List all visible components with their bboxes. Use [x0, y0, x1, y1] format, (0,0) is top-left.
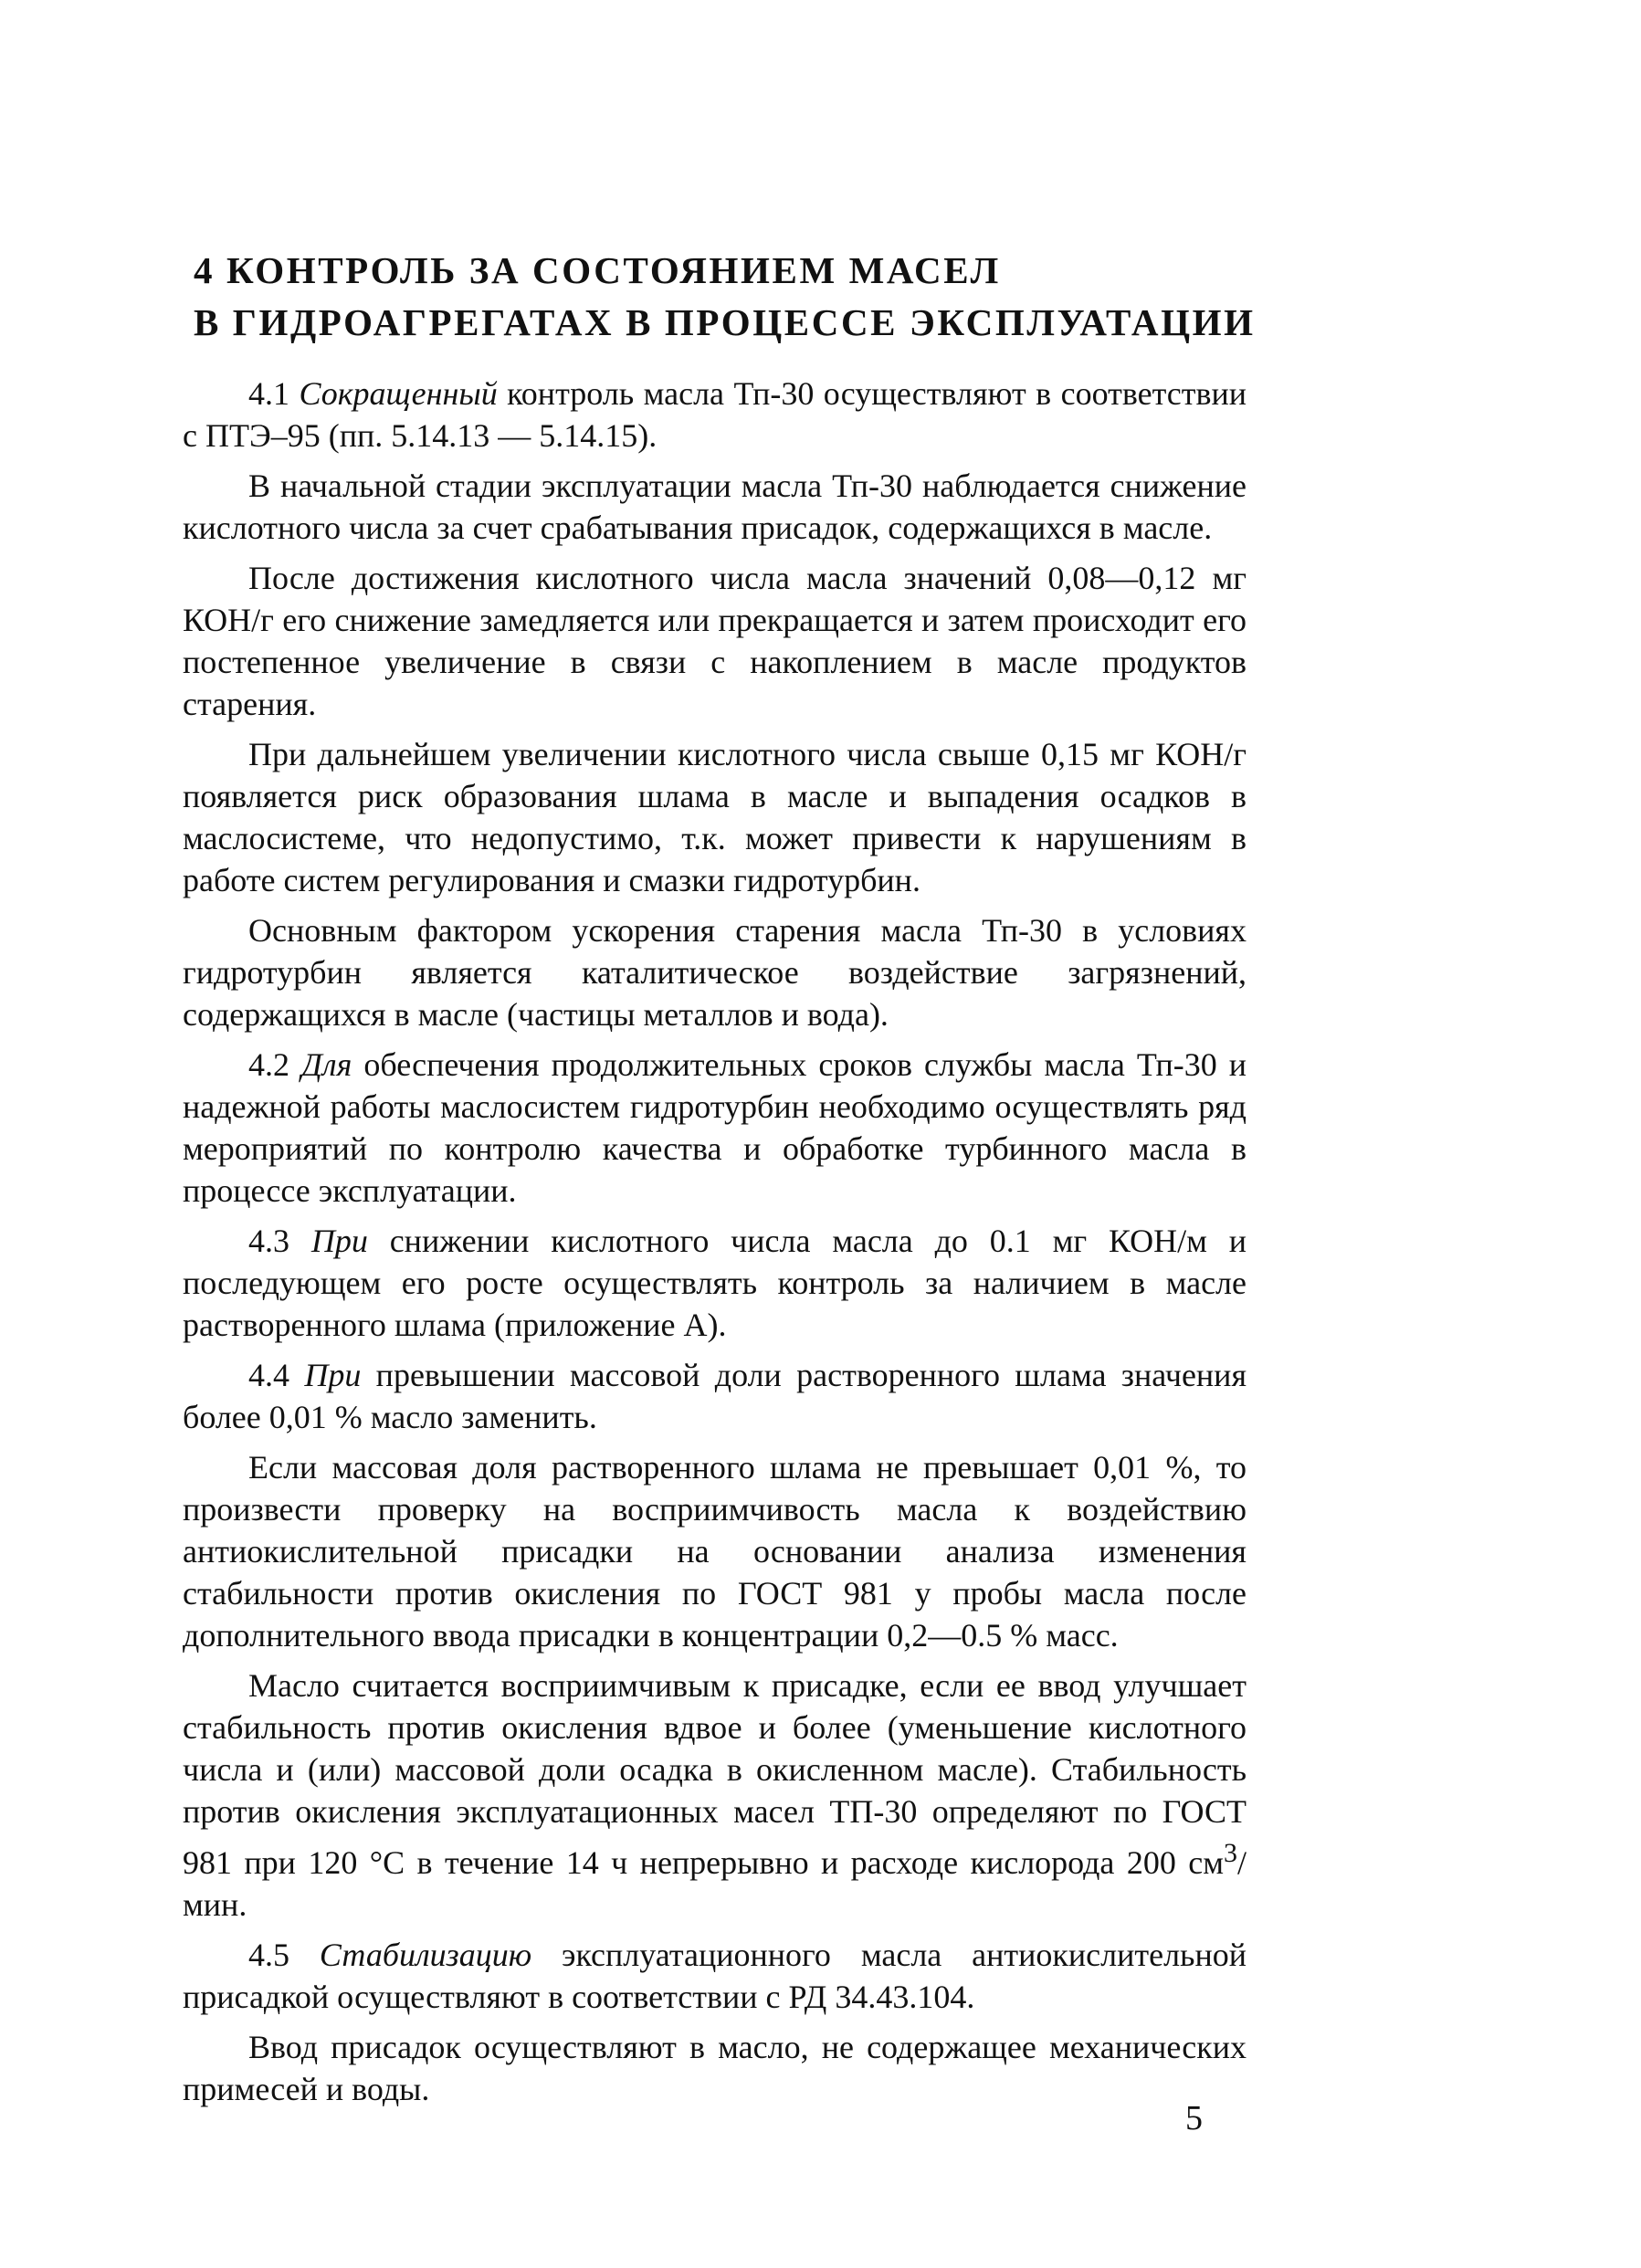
paragraph-4-1: 4.1 Сокращенный контроль масла Тп-30 осуществляют в соответствии с ПТЭ–95 (пп. 5.14.13 — 5.14.15).: [183, 375, 1247, 454]
paragraph-4-4: 4.4 При превышении массовой доли растворенного шлама значения более 0,01 % масло заменить.: [183, 1357, 1247, 1435]
paragraph: В начальной стадии эксплуатации масла Тп-30 наблюдается снижение кислотного числа за счет срабатывания присадок, содержащихся в масле.: [183, 467, 1247, 546]
paragraph-4-2: 4.2 Для обеспечения продолжительных сроков службы масла Тп-30 и надежной работы маслосистем гидротурбин необходимо осуществлять ряд мероприятий по контролю качества и обработке турбинного масла в процессе эксплуатации.: [183, 1046, 1247, 1209]
paragraph: Если массовая доля растворенного шлама не превышает 0,01 %, то произвести проверку на восприимчивость масла к воздействию антиокислительной присадки на основании анализа изменения стабильности против окисления по ГОСТ 981 у пробы масла после дополнительного ввода присадки в концентрации 0,2—0.5 % масс.: [183, 1449, 1247, 1654]
paragraph: При дальнейшем увеличении кислотного числа свыше 0,15 мг КОН/г появляется риск образования шлама в масле и выпадения осадков в маслосистеме, что недопустимо, т.к. может привести к нарушениям в работе систем регулирования и смазки гидротурбин.: [183, 736, 1247, 898]
heading-line-2: В ГИДРОАГРЕГАТАХ В ПРОЦЕССЕ ЭКСПЛУАТАЦИИ: [194, 301, 1256, 343]
paragraph-4-5: 4.5 Стабилизацию эксплуатационного масла антиокислительной присадкой осуществляют в соответствии с РД 34.43.104.: [183, 1937, 1247, 2015]
heading-line-1: 4 КОНТРОЛЬ ЗА СОСТОЯНИЕМ МАСЕЛ: [194, 249, 1001, 291]
body-text: [183, 373, 1247, 2118]
paragraph: Ввод присадок осуществляют в масло, не содержащее механических примесей и воды.: [183, 2029, 1247, 2107]
paragraph: Основным фактором ускорения старения масла Тп-30 в условиях гидротурбин является каталитическое воздействие загрязнений, содержащихся в масле (частицы металлов и вода).: [183, 912, 1247, 1033]
paragraph: Масло считается восприимчивым к присадке, если ее ввод улучшает стабильность против окисления вдвое и более (уменьшение кислотного числа и (или) массовой доли осадка в окисленном масле). Стабильность против окисления эксплуатационных масел ТП-30 определяют по ГОСТ 981 при 120 °С в течение 14 ч непрерывно и расходе кислорода 200 $см^3$/мин.: [183, 1667, 1247, 1923]
section-heading: [194, 245, 1256, 349]
page-number: 5: [1185, 2099, 1203, 2137]
paragraph: После достижения кислотного числа масла значений 0,08—0,12 мг КОН/г его снижение замедляется или прекращается и затем происходит его постепенное увеличение в связи с накоплением в масле продуктов старения.: [183, 560, 1247, 722]
paragraph-4-3: 4.3 При снижении кислотного числа масла до 0.1 мг КОН/м и последующем его росте осуществлять контроль за наличием в масле растворенного шлама (приложение А).: [183, 1223, 1247, 1343]
